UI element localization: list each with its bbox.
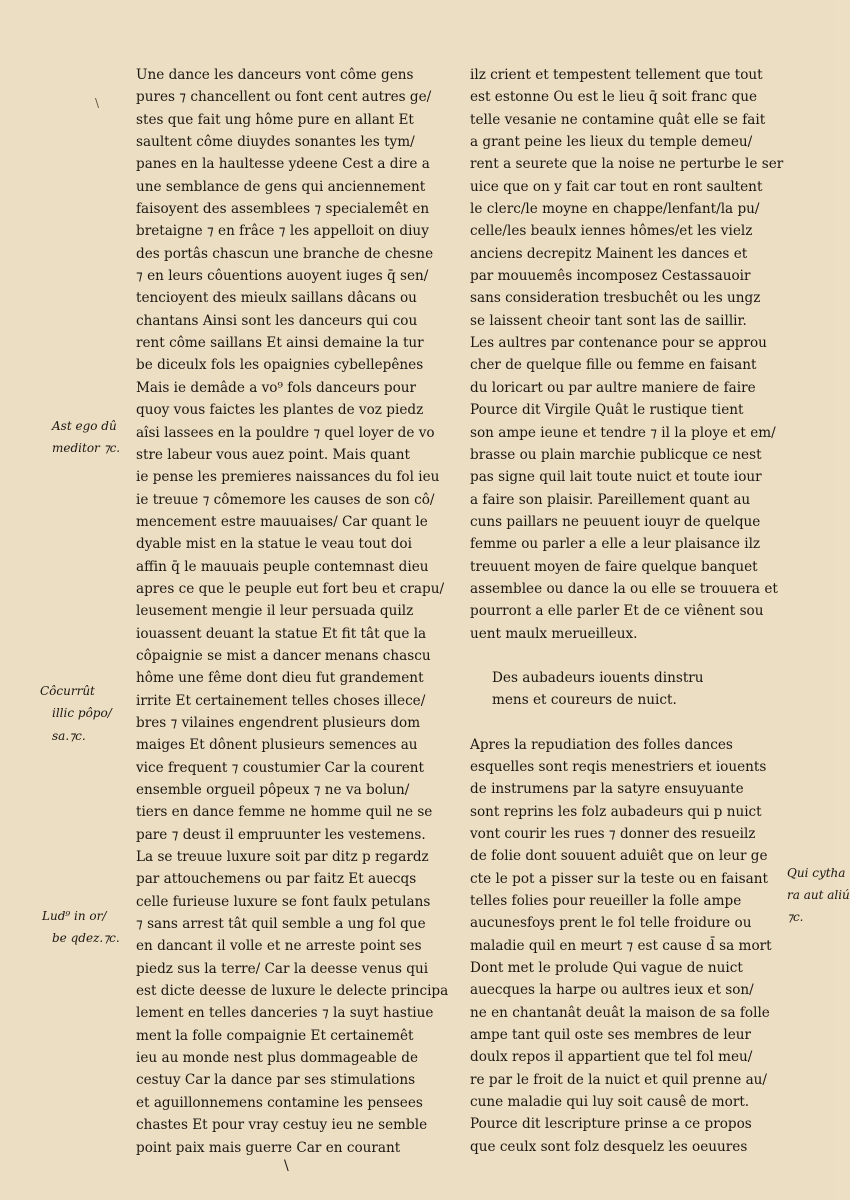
text-line: de folie dont souuent aduiêt que on leur ge	[470, 848, 768, 865]
text-line: se laissent cheoir tant sont las de saillir.	[470, 312, 747, 329]
text-line: côpaignie se mist a dancer menans chascu	[136, 647, 431, 664]
text-line: son ampe ieune et tendre ⁊ il la ploye et em/	[470, 424, 776, 441]
text-line: hôme une fême dont dieu fut grandement	[136, 670, 424, 687]
text-line: du loricart ou par aultre maniere de faire	[470, 379, 756, 396]
text-line: chastes Et pour vray cestuy ieu ne semble	[136, 1117, 428, 1134]
text-line: be diceulx fols les opaignies cybellepênes	[136, 357, 424, 374]
text-line: cune maladie qui luy soit causê de mort.	[470, 1094, 750, 1111]
text-line: cuns paillars ne peuuent iouyr de quelque	[470, 513, 761, 530]
text-line: Apres la repudiation des folles dances	[470, 736, 733, 753]
text-line: celle furieuse luxure se font faulx petulans	[136, 893, 431, 910]
margin-note: be qdez.⁊c.	[52, 931, 120, 945]
text-line: rent côme saillans Et ainsi demaine la tur	[136, 335, 424, 352]
text-line: assemblee ou dance la ou elle se trouuera et	[470, 580, 778, 597]
text-line: La se treuue luxure soit par ditz p regardz	[136, 849, 429, 866]
stray-ink-mark: \	[95, 96, 100, 110]
text-line: bretaigne ⁊ en frâce ⁊ les appelloit on diuy	[136, 223, 429, 240]
text-line: ampe tant quil oste ses membres de leur	[470, 1027, 752, 1044]
text-line: est dicte deesse de luxure le delecte principa	[136, 983, 449, 1000]
text-line: sont reprins les folz aubadeurs qui p nuict	[470, 803, 762, 820]
text-line: ie pense les premieres naissances du fol ieu	[136, 469, 440, 486]
text-line: telle vesanie ne contamine quât elle se fait	[470, 111, 766, 128]
text-line: pas signe quil lait toute nuict et toute iour	[470, 469, 762, 486]
text-line: ilz crient et tempestent tellement que tout	[470, 67, 763, 83]
text-line: quoy vous faictes les plantes de voz piedz	[136, 402, 424, 419]
text-line: doulx repos il appartient que tel fol meu/	[470, 1049, 753, 1066]
margin-note: Qui cytha	[787, 866, 846, 880]
text-line: Dont met le prolude Qui vague de nuict	[470, 960, 743, 977]
text-line: affin q̄ le mauuais peuple contemnast dieu	[136, 558, 429, 575]
text-line: uice que on y fait car tout en ront saultent	[470, 178, 763, 195]
text-line: dyable mist en la statue le veau tout doi	[136, 536, 412, 553]
text-line: irrite Et certainement telles choses illece/	[136, 692, 426, 709]
text-line: mens et coureurs de nuict.	[492, 692, 677, 709]
margin-note: Ast ego dû	[52, 419, 117, 433]
text-line: cher de quelque fille ou femme en faisant	[470, 357, 757, 374]
text-line: chantans Ainsi sont les danceurs qui cou	[136, 312, 418, 329]
text-line: a faire son plaisir. Pareillement quant au	[470, 491, 751, 508]
text-line: re par le froit de la nuict et quil prenne au/	[470, 1071, 768, 1088]
right-text-column	[470, 64, 800, 1158]
text-line: tiers en dance femme ne homme quil ne se	[136, 804, 433, 821]
text-line: aucunesfoys prent le fol telle froidure ou	[470, 915, 752, 932]
text-line: anciens decrepitz Mainent les dances et	[470, 245, 748, 262]
margin-note: ra aut aliú	[787, 888, 850, 902]
text-line: brasse ou plain marchie publicque ce nest	[470, 446, 762, 463]
margin-note: meditor ⁊c.	[52, 441, 121, 455]
right-paragraph-continued	[470, 64, 800, 645]
text-line: Pource dit lescripture prinse a ce propos	[470, 1116, 752, 1133]
text-line: ment la folle compaignie Et certainemêt	[136, 1027, 414, 1044]
text-line: ie treuue ⁊ cômemore les causes de son cô/	[136, 491, 435, 508]
text-line: Une dance les danceurs vont côme gens	[136, 67, 414, 83]
text-line: faisoyent des assemblees ⁊ specialemêt en	[136, 201, 430, 218]
text-line: iouassent deuant la statue Et fit tât que la	[136, 625, 427, 642]
text-line: pourront a elle parler Et de ce viênent sou	[470, 603, 764, 620]
text-line: ieu au monde nest plus dommageable de	[136, 1050, 418, 1067]
text-line: bres ⁊ vilaines engendrent plusieurs dom	[136, 714, 421, 731]
margin-note: sa.⁊c.	[52, 729, 86, 743]
text-line: maladie quil en meurt ⁊ est cause d̄ sa mort	[470, 937, 772, 954]
text-line: Les aultres par contenance pour se approu	[470, 335, 767, 352]
text-line: uent maulx merueilleux.	[470, 625, 638, 642]
text-line: aîsi lassees en la pouldre ⁊ quel loyer de vo	[136, 424, 435, 441]
text-line: esquelles sont reqis menestriers et iouents	[470, 758, 767, 775]
text-line: stre labeur vous auez point. Mais quant	[136, 446, 410, 463]
text-line: maiges Et dônent plusieurs semences au	[136, 737, 418, 754]
text-line: celle/les beaulx iennes hômes/et les vielz	[470, 223, 753, 240]
text-line: sans consideration tresbuchêt ou les ungz	[470, 290, 761, 307]
text-line: Des aubadeurs iouents dinstru	[492, 669, 704, 686]
section-heading	[470, 667, 800, 712]
text-line: treuuent moyen de faire quelque banquet	[470, 558, 758, 575]
left-text-column	[136, 64, 448, 1159]
text-line: saultent côme diuydes sonantes les tym/	[136, 134, 415, 151]
section-body	[470, 734, 800, 1159]
folio-mark: \	[284, 1158, 289, 1174]
text-line: cestuy Car la dance par ses stimulations	[136, 1072, 416, 1089]
text-line: vice frequent ⁊ coustumier Car la courent	[136, 759, 424, 776]
text-line: est estonne Ou est le lieu q̄ soit franc que	[470, 89, 758, 106]
text-line: de instrumens par la satyre ensuyuante	[470, 781, 744, 798]
text-line: stes que fait ung hôme pure en allant Et	[136, 111, 414, 128]
text-line: a grant peine les lieux du temple demeu/	[470, 134, 753, 151]
text-line: point paix mais guerre Car en courant	[136, 1139, 401, 1156]
text-line: piedz sus la terre/ Car la deesse venus qui	[136, 960, 429, 977]
text-line: Pource dit Virgile Quât le rustique tient	[470, 402, 744, 419]
text-line: Mais ie demâde a vo⁹ fols danceurs pour	[136, 379, 417, 396]
text-line: lement en telles danceries ⁊ la suyt hastiue	[136, 1005, 434, 1022]
margin-note: ⁊c.	[787, 910, 804, 924]
text-line: telles folies pour reueiller la folle ampe	[470, 893, 742, 910]
margin-note: Côcurrût	[40, 684, 95, 698]
margin-note: illic pôpo/	[52, 706, 112, 720]
text-line: ⁊ en leurs côuentions auoyent iuges q̄ sen/	[136, 268, 429, 285]
section-gap	[470, 712, 800, 734]
text-line: mencement estre mauuaises/ Car quant le	[136, 513, 428, 530]
text-line: ⁊ sans arrest tât quil semble a ung fol que	[136, 916, 426, 933]
text-line: le clerc/le moyne en chappe/lenfant/la pu/	[470, 201, 760, 218]
text-line: une semblance de gens qui anciennement	[136, 178, 426, 195]
text-line: apres ce que le peuple eut fort beu et crapu/	[136, 580, 445, 597]
text-line: pare ⁊ deust il empruunter les vestemens.	[136, 826, 426, 843]
text-line: panes en la haultesse ydeene Cest a dire a	[136, 156, 430, 173]
text-line: tencioyent des mieulx saillans dâcans ou	[136, 290, 417, 307]
text-line: des portâs chascun une branche de chesne	[136, 245, 434, 262]
text-line: auecques la harpe ou aultres ieux et son/	[470, 982, 754, 999]
text-line: que ceulx sont folz desquelz les oeuures	[470, 1138, 748, 1155]
text-line: pures ⁊ chancellent ou font cent autres ge/	[136, 89, 432, 106]
text-line: ne en chantanât deuât la maison de sa folle	[470, 1004, 770, 1021]
margin-note: Lud⁹ in or/	[42, 909, 107, 923]
section-gap	[470, 645, 800, 667]
text-line: leusement mengie il leur persuada quilz	[136, 603, 414, 620]
text-line: cte le pot a pisser sur la teste ou en faisant	[470, 870, 768, 887]
text-line: et aguillonnemens contamine les pensees	[136, 1094, 423, 1111]
text-line: en dancant il volle et ne arreste point ses	[136, 938, 422, 955]
text-line: rent a seurete que la noise ne perturbe le ser	[470, 156, 784, 173]
text-line: ensemble orgueil pôpeux ⁊ ne va bolun/	[136, 782, 410, 798]
text-line: femme ou parler a elle a leur plaisance ilz	[470, 536, 761, 553]
text-line: vont courir les rues ⁊ donner des resueilz	[470, 826, 756, 842]
text-line: par attouchemens ou par faitz Et auecqs	[136, 871, 417, 888]
text-line: par mouuemês incomposez Cestassauoir	[470, 268, 751, 285]
